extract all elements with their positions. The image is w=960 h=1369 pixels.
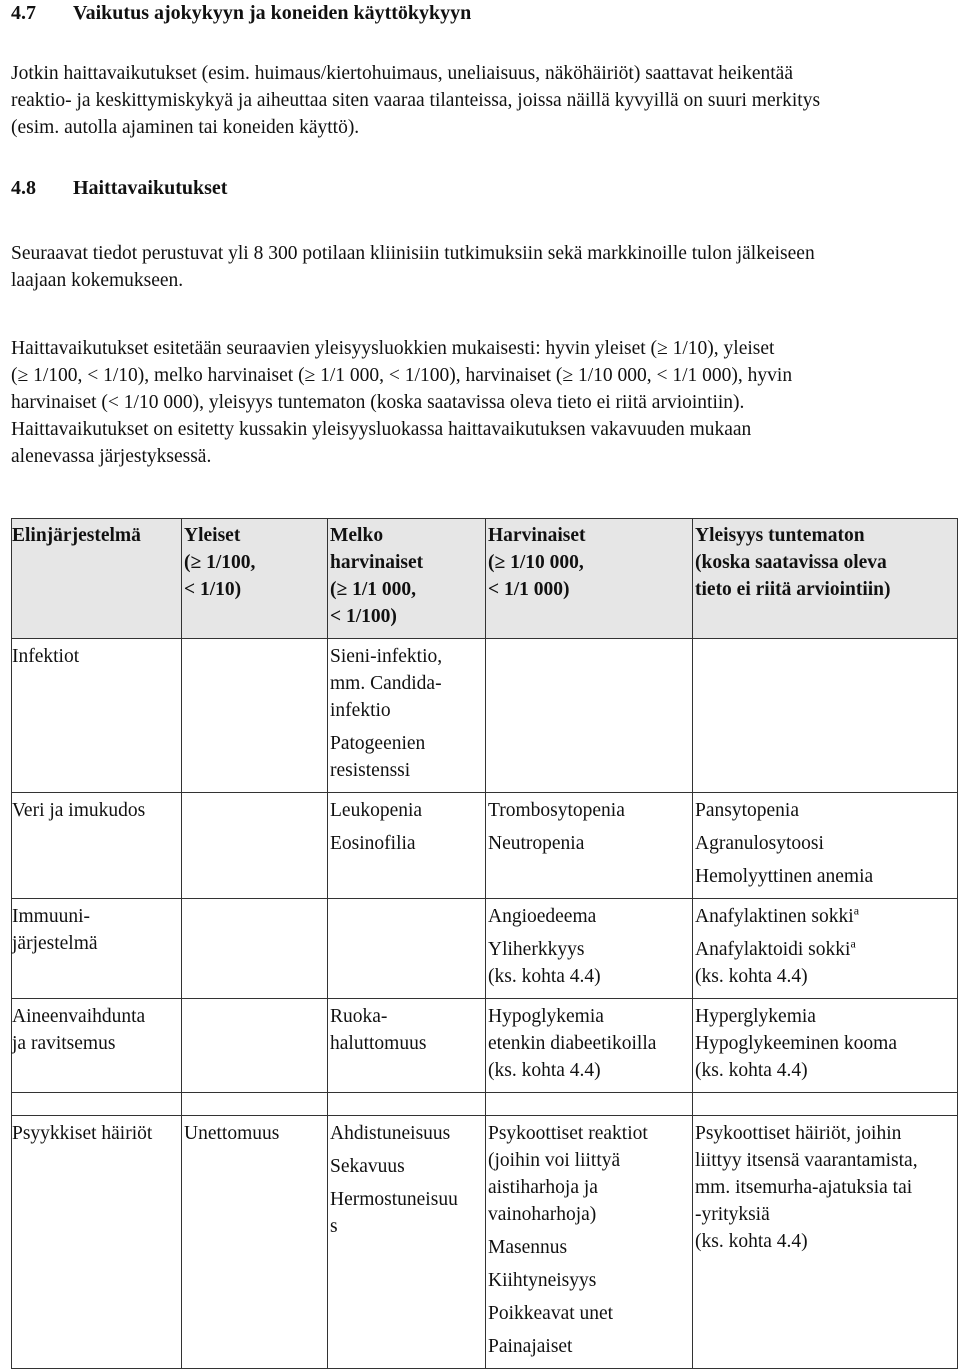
organ-system-label: ja ravitsemus bbox=[12, 1033, 116, 1054]
entry-text: Kiihtyneisyys bbox=[488, 1270, 597, 1291]
entry-text: etenkin diabeetikoilla bbox=[488, 1033, 657, 1054]
header-line: Melko bbox=[330, 525, 384, 546]
organ-system-label: Veri ja imukudos bbox=[12, 800, 146, 821]
header-line: (koska saatavissa oleva bbox=[695, 552, 887, 573]
adverse-effect-entry bbox=[488, 1267, 692, 1294]
entry-text: Angioedeema bbox=[488, 906, 597, 927]
table-header-row bbox=[12, 519, 958, 639]
cell-uncommon bbox=[328, 899, 486, 999]
adverse-effect-entry bbox=[488, 1147, 692, 1174]
adverse-effect-entry bbox=[330, 697, 485, 724]
adverse-effect-entry bbox=[695, 863, 957, 890]
entry-text: (ks. kohta 4.4) bbox=[488, 1060, 601, 1081]
section-4-8-intro: Seuraavat tiedot perustuvat yli 8 300 potilaan kliinisiin tutkimuksiin sekä markkinoille tulon jälkeiseen laajaan kokemukseen. bbox=[11, 243, 815, 291]
cell-common bbox=[182, 793, 328, 899]
entry-text: Pansytopenia bbox=[695, 800, 799, 821]
adverse-effect-entry bbox=[695, 1174, 957, 1201]
cell-rare bbox=[486, 899, 693, 999]
table-spacer-row bbox=[12, 1093, 958, 1116]
adverse-effect-entry bbox=[695, 936, 957, 963]
spacer-cell bbox=[328, 1093, 486, 1116]
cell-rare bbox=[486, 639, 693, 793]
adverse-effect-entry bbox=[330, 670, 485, 697]
adverse-effect-entry bbox=[330, 757, 485, 784]
header-common bbox=[182, 519, 328, 639]
table-row bbox=[12, 639, 958, 793]
spacer-cell bbox=[12, 1093, 182, 1116]
adverse-effect-entry bbox=[695, 1057, 957, 1084]
cell-common bbox=[182, 1116, 328, 1369]
header-line: Yleisyys tuntematon bbox=[695, 525, 865, 546]
entry-text: mm. itsemurha-ajatuksia tai bbox=[695, 1177, 913, 1198]
entry-text: Masennus bbox=[488, 1237, 568, 1258]
entry-text: Anafylaktinen sokki bbox=[695, 906, 854, 927]
header-line: < 1/100) bbox=[330, 606, 397, 627]
cell-organ bbox=[12, 899, 182, 999]
cell-uncommon bbox=[328, 999, 486, 1093]
adverse-effect-entry bbox=[488, 903, 692, 930]
entry-text: Poikkeavat unet bbox=[488, 1303, 614, 1324]
header-line: (≥ 1/100, bbox=[184, 552, 256, 573]
entry-text: liittyy itsensä vaarantamista, bbox=[695, 1150, 918, 1171]
entry-text: s bbox=[330, 1216, 338, 1237]
entry-text: Hypoglykemia bbox=[488, 1006, 604, 1027]
adverse-effect-entry bbox=[330, 1186, 485, 1213]
adverse-effect-entry bbox=[184, 1120, 327, 1147]
entry-text: Hyperglykemia bbox=[695, 1006, 816, 1027]
spacer-cell bbox=[693, 1093, 958, 1116]
entry-text: infektio bbox=[330, 700, 391, 721]
entry-text: -yrityksiä bbox=[695, 1204, 770, 1225]
adverse-effect-entry bbox=[695, 830, 957, 857]
cell-unknown bbox=[693, 999, 958, 1093]
entry-text: haluttomuus bbox=[330, 1033, 427, 1054]
adverse-effect-entry bbox=[330, 643, 485, 670]
entry-text: Psykoottiset häiriöt, joihin bbox=[695, 1123, 902, 1144]
adverse-effect-entry bbox=[330, 1003, 485, 1030]
cell-rare bbox=[486, 793, 693, 899]
adverse-effect-entry bbox=[330, 1030, 485, 1057]
header-line: (≥ 1/10 000, bbox=[488, 552, 584, 573]
cell-rare bbox=[486, 999, 693, 1093]
cell-uncommon bbox=[328, 639, 486, 793]
adverse-effect-entry bbox=[488, 1120, 692, 1147]
entry-text: Trombosytopenia bbox=[488, 800, 625, 821]
adverse-effect-entry bbox=[695, 1003, 957, 1030]
entry-text: Unettomuus bbox=[184, 1123, 280, 1144]
adverse-effect-entry bbox=[695, 1201, 957, 1228]
header-line: harvinaiset bbox=[330, 552, 424, 573]
entry-text: Ruoka- bbox=[330, 1006, 388, 1027]
entry-text: Eosinofilia bbox=[330, 833, 416, 854]
cell-unknown bbox=[693, 899, 958, 999]
adverse-effect-entry bbox=[330, 797, 485, 824]
entry-text: (ks. kohta 4.4) bbox=[695, 1060, 808, 1081]
footnote-marker: a bbox=[850, 936, 856, 951]
header-line: Yleiset bbox=[184, 525, 241, 546]
entry-text: Hermostuneisuu bbox=[330, 1189, 458, 1210]
cell-organ bbox=[12, 999, 182, 1093]
entry-text: Sieni-infektio, bbox=[330, 646, 443, 667]
cell-organ bbox=[12, 1116, 182, 1369]
adverse-effect-entry bbox=[695, 1228, 957, 1255]
entry-text: Psykoottiset reaktiot bbox=[488, 1123, 648, 1144]
header-unknown bbox=[693, 519, 958, 639]
entry-text: vainoharhoja) bbox=[488, 1204, 597, 1225]
section-4-7-text: Jotkin haittavaikutukset (esim. huimaus/kiertohuimaus, uneliaisuus, näköhäiriöt) saattavat heikentää reaktio- ja keskittymiskykyä ja aiheuttaa siten vaaraa tilanteissa, joissa näillä kyvyillä on suuri merkitys (esim. autolla ajaminen tai koneiden käyttö). bbox=[11, 63, 821, 138]
header-line: (≥ 1/1 000, bbox=[330, 579, 416, 600]
entry-text: aistiharhoja ja bbox=[488, 1177, 598, 1198]
header-rare bbox=[486, 519, 693, 639]
cell-uncommon bbox=[328, 793, 486, 899]
entry-text: Ahdistuneisuus bbox=[330, 1123, 451, 1144]
cell-rare bbox=[486, 1116, 693, 1369]
adverse-effect-entry bbox=[488, 1300, 692, 1327]
entry-text: Sekavuus bbox=[330, 1156, 405, 1177]
frequency-paragraph: Haittavaikutukset esitetään seuraavien yleisyysluokkien mukaisesti: hyvin yleiset (≥ 1/10), yleiset (≥ 1/100, < 1/10), melko harvinaiset (≥ 1/1 000, < 1/100), harvinaiset (≥ 1/10 000, < 1/1 000), hyvin harvinaiset (< 1/10 000), yleisyys tuntematon (koska saatavissa oleva tieto ei riitä arviointiin). Haittavaikutukset on esitetty kussakin yleisyysluokassa haittavaikutuksen vakavuuden mukaan alenevassa järjestyksessä. bbox=[11, 338, 793, 467]
header-line: Elinjärjestelmä bbox=[12, 525, 141, 546]
organ-system-label: Immuuni- bbox=[12, 906, 90, 927]
adverse-effect-entry bbox=[488, 1030, 692, 1057]
entry-text: Patogeenien bbox=[330, 733, 426, 754]
adverse-effect-entry bbox=[488, 1003, 692, 1030]
adverse-effect-entry bbox=[488, 1234, 692, 1261]
adverse-effect-entry bbox=[695, 963, 957, 990]
entry-text: (ks. kohta 4.4) bbox=[695, 966, 808, 987]
adverse-effect-entry bbox=[330, 730, 485, 757]
adverse-effect-entry bbox=[488, 830, 692, 857]
adverse-effect-entry bbox=[488, 1174, 692, 1201]
adverse-effect-entry bbox=[695, 1030, 957, 1057]
entry-text: (ks. kohta 4.4) bbox=[488, 966, 601, 987]
cell-uncommon bbox=[328, 1116, 486, 1369]
entry-text: Neutropenia bbox=[488, 833, 585, 854]
cell-unknown bbox=[693, 1116, 958, 1369]
header-organ-system bbox=[12, 519, 182, 639]
header-uncommon bbox=[328, 519, 486, 639]
spacer-cell bbox=[486, 1093, 693, 1116]
cell-common bbox=[182, 639, 328, 793]
adverse-effects-table bbox=[11, 518, 958, 1369]
entry-text: Hypoglykeeminen kooma bbox=[695, 1033, 897, 1054]
organ-system-label: järjestelmä bbox=[12, 933, 98, 954]
header-line: tieto ei riitä arviointiin) bbox=[695, 579, 891, 600]
adverse-effect-entry bbox=[695, 1120, 957, 1147]
organ-system-label: Psyykkiset häiriöt bbox=[12, 1123, 153, 1144]
cell-organ bbox=[12, 639, 182, 793]
entry-text: Anafylaktoidi sokki bbox=[695, 939, 851, 960]
table-row bbox=[12, 793, 958, 899]
entry-text: Leukopenia bbox=[330, 800, 423, 821]
entry-text: Yliherkkyys bbox=[488, 939, 585, 960]
entry-text: resistenssi bbox=[330, 760, 411, 781]
organ-system-label: Infektiot bbox=[12, 646, 80, 667]
table-row bbox=[12, 899, 958, 999]
header-line: Harvinaiset bbox=[488, 525, 586, 546]
cell-common bbox=[182, 999, 328, 1093]
entry-text: Agranulosytoosi bbox=[695, 833, 824, 854]
adverse-effect-entry bbox=[488, 1057, 692, 1084]
adverse-effect-entry bbox=[330, 1213, 485, 1240]
cell-organ bbox=[12, 793, 182, 899]
header-line: < 1/1 000) bbox=[488, 579, 570, 600]
adverse-effect-entry bbox=[695, 903, 957, 930]
entry-text: (ks. kohta 4.4) bbox=[695, 1231, 808, 1252]
section-4-8-heading: 4.8 Haittavaikutukset bbox=[11, 177, 228, 199]
entry-text: Painajaiset bbox=[488, 1336, 573, 1357]
adverse-effect-entry bbox=[695, 797, 957, 824]
entry-text: Hemolyyttinen anemia bbox=[695, 866, 874, 887]
cell-unknown bbox=[693, 639, 958, 793]
section-4-7-heading: 4.7 Vaikutus ajokykyyn ja koneiden käyttökykyyn bbox=[11, 2, 472, 24]
adverse-effect-entry bbox=[330, 1120, 485, 1147]
adverse-effect-entry bbox=[488, 936, 692, 963]
cell-unknown bbox=[693, 793, 958, 899]
adverse-effect-entry bbox=[488, 797, 692, 824]
adverse-effect-entry bbox=[488, 1333, 692, 1360]
adverse-effect-entry bbox=[330, 1153, 485, 1180]
spacer-cell bbox=[182, 1093, 328, 1116]
header-line: < 1/10) bbox=[184, 579, 242, 600]
footnote-marker: a bbox=[853, 903, 860, 918]
table-row bbox=[12, 1116, 958, 1369]
adverse-effect-entry bbox=[488, 1201, 692, 1228]
adverse-effect-entry bbox=[695, 1147, 957, 1174]
table-row bbox=[12, 999, 958, 1093]
entry-text: (joihin voi liittyä bbox=[488, 1150, 621, 1171]
adverse-effect-entry bbox=[488, 963, 692, 990]
cell-common bbox=[182, 899, 328, 999]
entry-text: mm. Candida- bbox=[330, 673, 442, 694]
adverse-effect-entry bbox=[330, 830, 485, 857]
organ-system-label: Aineenvaihdunta bbox=[12, 1006, 146, 1027]
